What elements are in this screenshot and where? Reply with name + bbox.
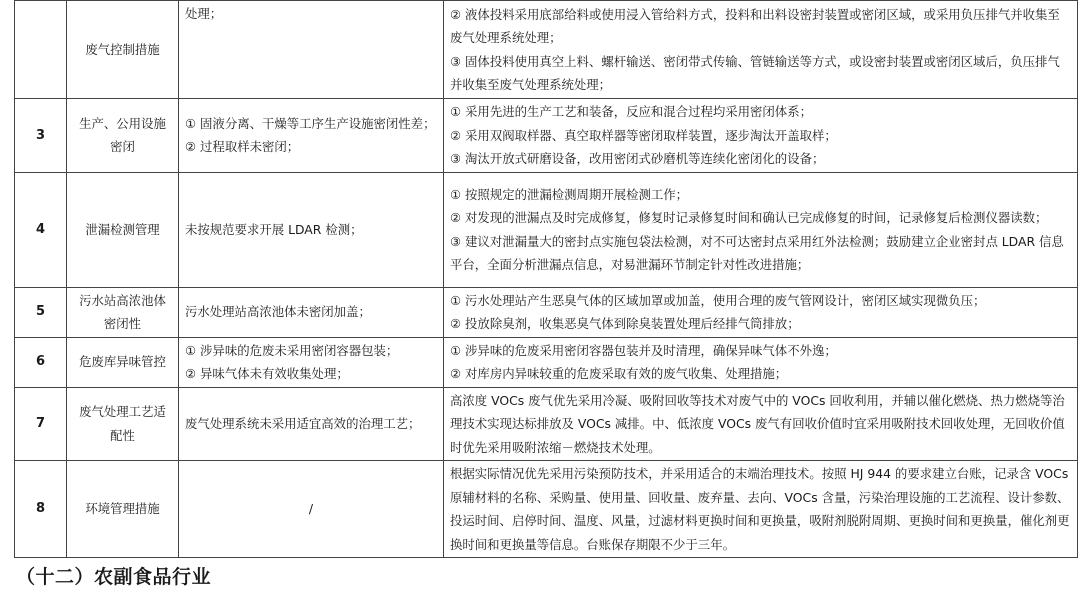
requirement-cell	[444, 287, 1078, 337]
problem-cell	[179, 1, 444, 99]
measure-name: 泄漏检测管理	[67, 172, 179, 287]
measure-name: 废气处理工艺适配性	[67, 387, 179, 461]
problem-cell	[179, 287, 444, 337]
requirement-line: ② 投放除臭剂，收集恶臭气体到除臭装置处理后经排气筒排放；	[450, 316, 800, 331]
row-number: 3	[15, 99, 67, 173]
problem-cell	[179, 461, 444, 558]
problem-line: /	[308, 501, 314, 517]
problem-line: 未按规范要求开展 LDAR 检测；	[185, 221, 363, 237]
measures-table	[14, 0, 1078, 558]
table-row	[15, 99, 1078, 173]
requirement-line: ② 对发现的泄漏点及时完成修复，修复时记录修复时间和确认已完成修复的时间，记录修复后检测仪器读数；	[450, 210, 1048, 225]
problem-cell	[179, 172, 444, 287]
table-row	[15, 387, 1078, 461]
row-number: 4	[15, 172, 67, 287]
row-number	[15, 1, 67, 99]
requirement-line: 高浓度 VOCs 废气优先采用冷凝、吸附回收等技术对废气中的 VOCs 回收利用，并辅以催化燃烧、热力燃烧等治理技术实现达标排放及 VOCs 减排。中、低浓度 VOCs 废气有回收价值时宜采用吸附技术回收处理，无回收价值时优先采用吸附浓缩－燃烧技术处理。	[450, 392, 1065, 455]
measure-name: 生产、公用设施密闭	[67, 99, 179, 173]
problem-cell	[179, 387, 444, 461]
measure-name: 废气控制措施	[67, 1, 179, 99]
requirement-line: ① 污水处理站产生恶臭气体的区域加罩或加盖，使用合理的废气管网设计，密闭区域实现微负压；	[450, 292, 986, 308]
problem-line: ① 涉异味的危废未采用密闭容器包装；	[185, 342, 399, 358]
measure-name: 环境管理措施	[67, 461, 179, 558]
requirement-line: ① 采用先进的生产工艺和装备，反应和混合过程均采用密闭体系；	[450, 104, 812, 119]
requirement-cell	[444, 99, 1078, 173]
problem-line: ② 异味气体未有效收集处理；	[185, 366, 349, 381]
requirement-cell	[444, 461, 1078, 558]
requirement-line: ② 对库房内异味较重的危废采取有效的废气收集、处理措施；	[450, 366, 788, 381]
requirement-cell	[444, 337, 1078, 387]
problem-cell	[179, 99, 444, 173]
row-number: 8	[15, 461, 67, 558]
requirement-line: ② 液体投料采用底部给料或使用浸入管给料方式，投料和出料设密封装置或密闭区域，或采用负压排气并收集至废气处理系统处理；	[450, 6, 1060, 45]
problem-cell	[179, 337, 444, 387]
row-number: 6	[15, 337, 67, 387]
measure-name: 污水站高浓池体密闭性	[67, 287, 179, 337]
measure-name: 危废库异味管控	[67, 337, 179, 387]
requirement-line: ① 按照规定的泄漏检测周期开展检测工作；	[450, 186, 689, 202]
requirement-line: ① 涉异味的危废采用密闭容器包装并及时清理，确保异味气体不外逸；	[450, 342, 837, 358]
row-number: 7	[15, 387, 67, 461]
requirement-cell	[444, 1, 1078, 99]
problem-line: ① 固液分离、干燥等工序生产设施密闭性差；	[185, 115, 436, 131]
requirement-line: ③ 建议对泄漏量大的密封点实施包袋法检测，对不可达密封点采用红外法检测；鼓励建立企业密封点 LDAR 信息平台，全面分析泄漏点信息，对易泄漏环节制定针对性改进措施；	[450, 233, 1064, 272]
problem-line: ② 过程取样未密闭；	[185, 139, 300, 155]
requirement-line: 根据实际情况优先采用污染预防技术，并采用适合的末端治理技术。按照 HJ 944 的要求建立台账，记录含 VOCs 原辅材料的名称、采购量、使用量、回收量、废弃量、去向、VOCs 含量，污染治理设施的工艺流程、设计参数、投运时间、启停时间、温度、风量，过滤材料更换时间和更换量，吸附剂脱附周期、更换时间和更换量，催化剂更换时间和更换量等信息。台账保存期限不少于三年。	[450, 466, 1070, 552]
section-title: （十二）农副食品行业	[16, 566, 212, 588]
requirement-line: ③ 固体投料使用真空上料、螺杆输送、密闭带式传输、管链输送等方式，或设密封装置或密闭区域后，负压排气并收集至废气处理系统处理；	[450, 53, 1060, 92]
requirement-cell	[444, 172, 1078, 287]
requirement-cell	[444, 387, 1078, 461]
problem-line: 废气处理系统未采用适宜高效的治理工艺；	[185, 416, 421, 431]
table-row	[15, 172, 1078, 287]
problem-line: 处理；	[185, 6, 223, 21]
problem-line: 污水处理站高浓池体未密闭加盖；	[185, 304, 371, 320]
requirement-line: ③ 淘汰开放式研磨设备，改用密闭式砂磨机等连续化密闭化的设备；	[450, 151, 825, 166]
requirement-line: ② 采用双阀取样器、真空取样器等密闭取样装置，逐步淘汰开盖取样；	[450, 127, 837, 143]
table-row	[15, 461, 1078, 558]
table-row	[15, 1, 1078, 99]
row-number: 5	[15, 287, 67, 337]
table-row	[15, 337, 1078, 387]
table-row	[15, 287, 1078, 337]
